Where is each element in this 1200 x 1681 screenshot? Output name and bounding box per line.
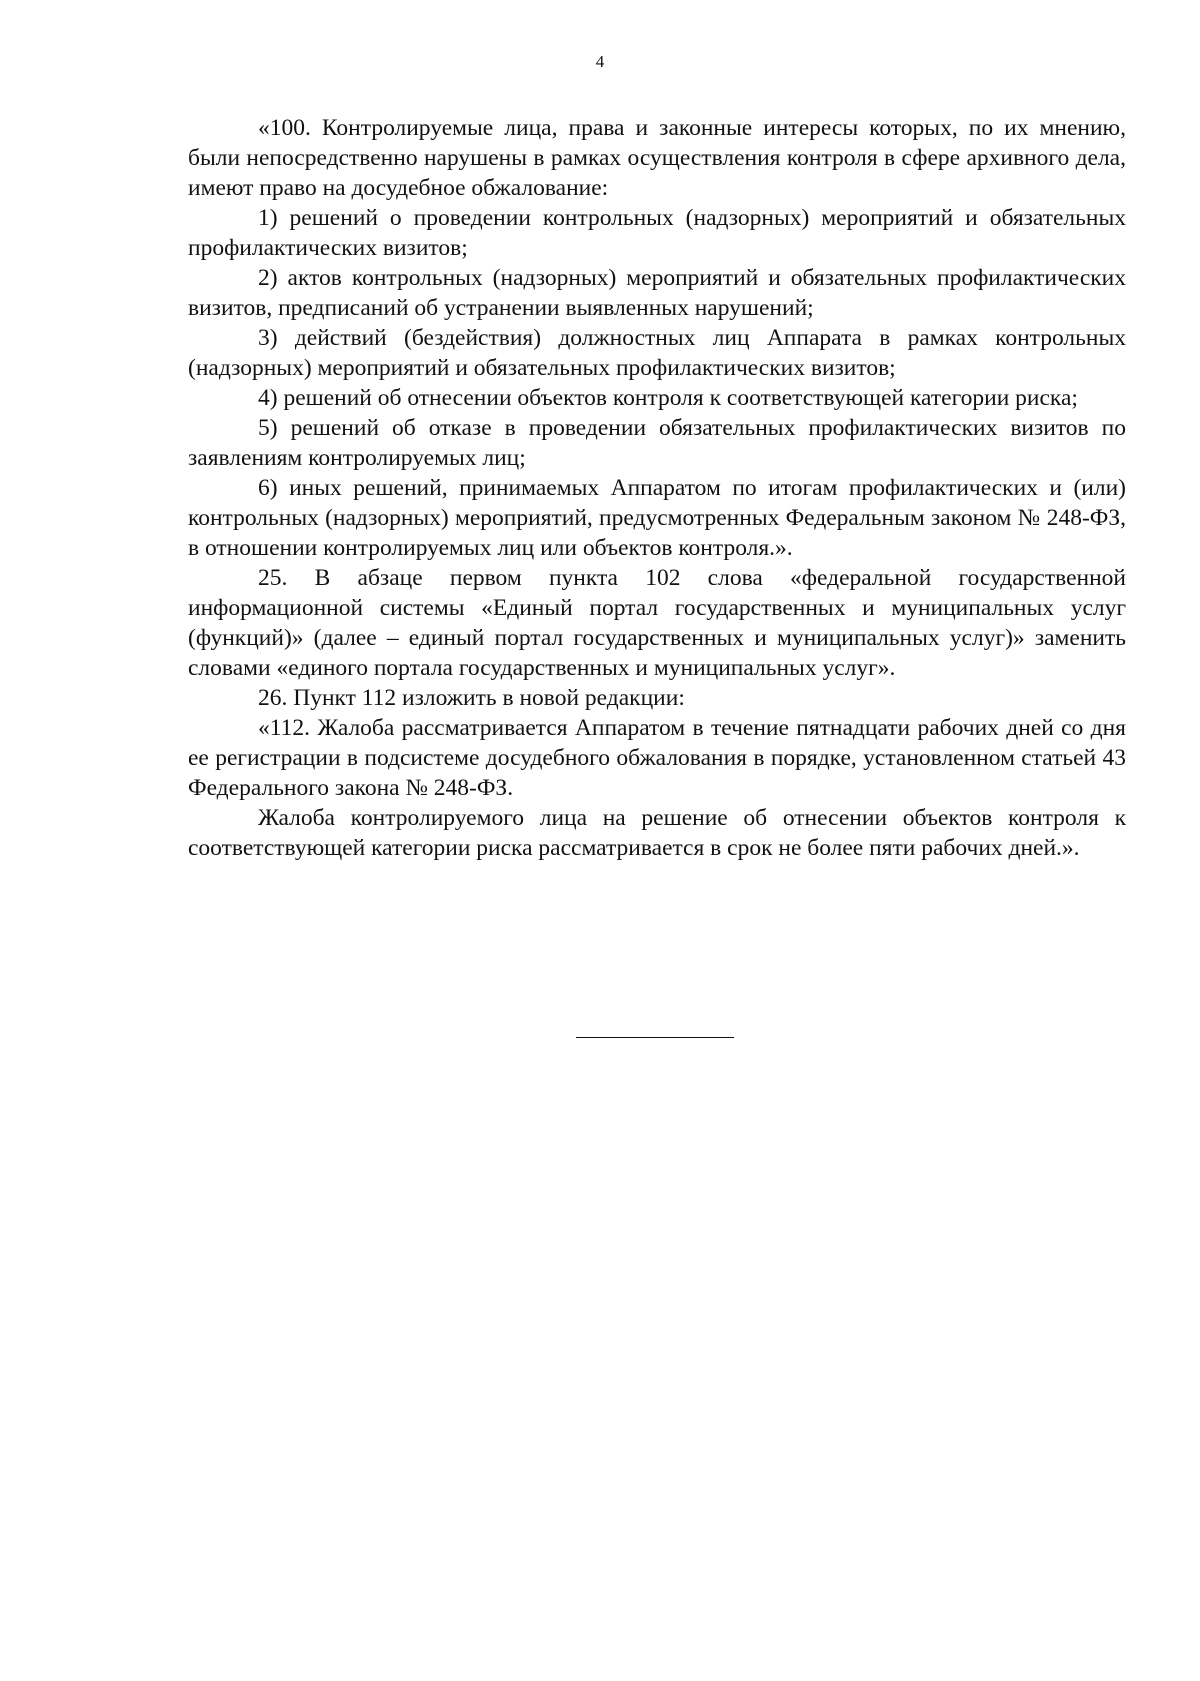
list-item-6: 6) иных решений, принимаемых Аппаратом по итогам профилактических и (или) контрольных (надзорных) мероприятий, предусмотренных Федеральным законом № 248-ФЗ, в отношении контролируемых лиц или объектов контроля.». bbox=[188, 475, 1126, 561]
closing-divider bbox=[576, 1037, 734, 1038]
page-number: 4 bbox=[595, 52, 605, 71]
list-item-5: 5) решений об отказе в проведении обязательных профилактических визитов по заявлениям контролируемых лиц; bbox=[188, 415, 1126, 471]
paragraph-complaint-deadline: Жалоба контролируемого лица на решение об отнесении объектов контроля к соответствующей категории риска рассматривается в срок не более пяти рабочих дней.». bbox=[188, 805, 1126, 861]
paragraph-112: «112. Жалоба рассматривается Аппаратом в течение пятнадцати рабочих дней со дня ее регистрации в подсистеме досудебного обжалования в порядке, установленном статьей 43 Федерального закона № 248-ФЗ. bbox=[188, 715, 1126, 801]
list-item-3: 3) действий (бездействия) должностных лиц Аппарата в рамках контрольных (надзорных) мероприятий и обязательных профилактических визитов; bbox=[188, 325, 1126, 381]
list-item-4: 4) решений об отнесении объектов контроля к соответствующей категории риска; bbox=[258, 385, 1078, 411]
paragraph-25: 25. В абзаце первом пункта 102 слова «федеральной государственной информационной системы «Единый портал государственных и муниципальных услуг (функций)» (далее – единый портал государственных и муниципальных услуг)» заменить словами «единого портала государственных и муниципальных услуг». bbox=[188, 565, 1126, 681]
document-body bbox=[188, 113, 1126, 863]
list-item-2: 2) актов контрольных (надзорных) мероприятий и обязательных профилактических визитов, предписаний об устранении выявленных нарушений; bbox=[188, 265, 1126, 321]
paragraph-100-intro: «100. Контролируемые лица, права и законные интересы которых, по их мнению, были непосредственно нарушены в рамках осуществления контроля в сфере архивного дела, имеют право на досудебное обжалование: bbox=[188, 115, 1126, 201]
paragraph-26: 26. Пункт 112 изложить в новой редакции: bbox=[258, 685, 685, 711]
list-item-1: 1) решений о проведении контрольных (надзорных) мероприятий и обязательных профилактических визитов; bbox=[188, 205, 1126, 261]
